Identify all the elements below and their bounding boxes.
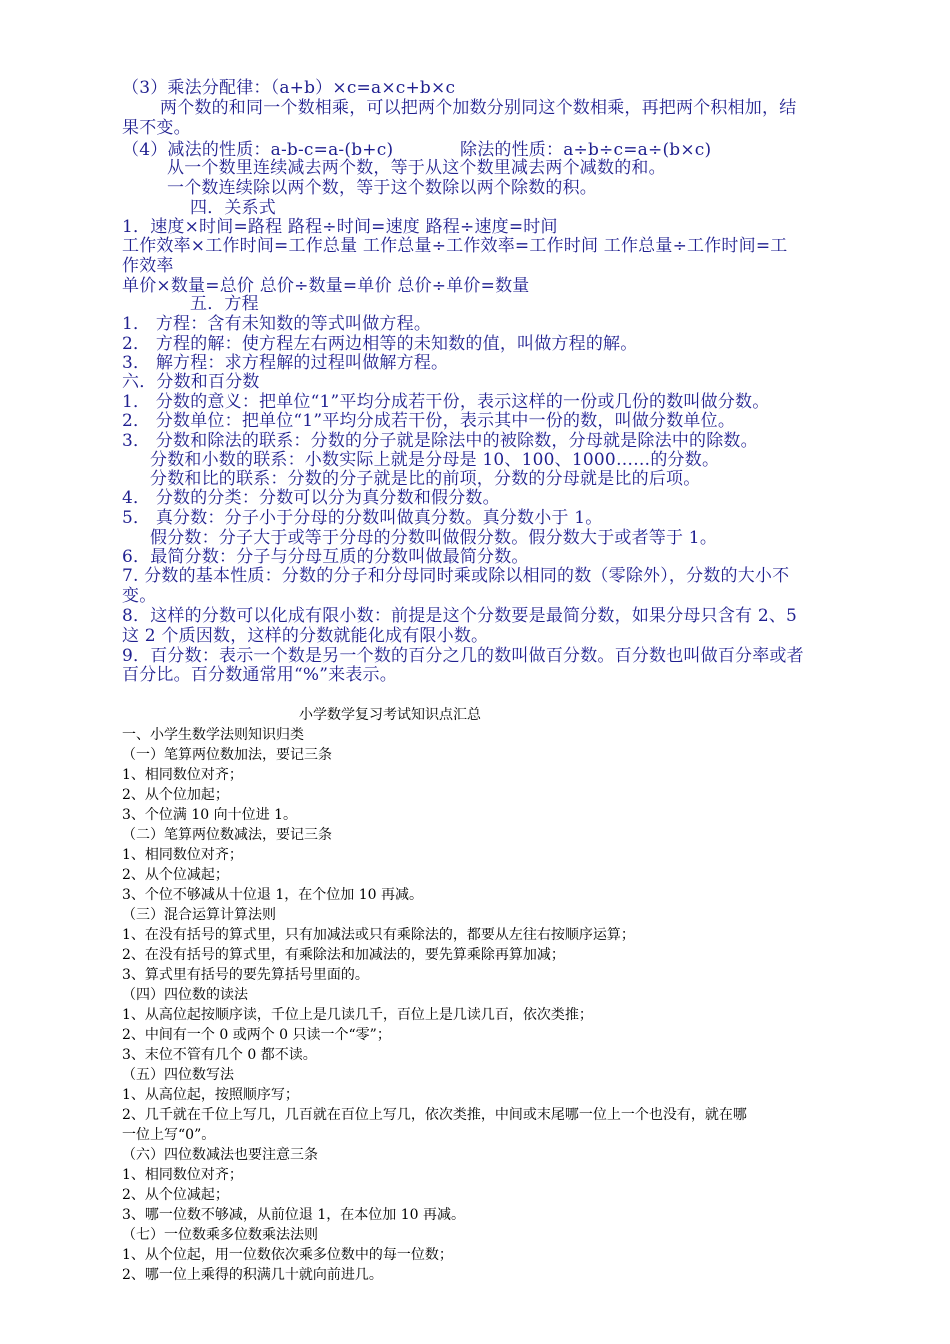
text-line: （四）四位数的读法	[122, 987, 248, 1003]
text-line: 1、从个位起，用一位数依次乘多位数中的每一位数；	[122, 1247, 453, 1263]
text-line: 百分比。百分数通常用“%”来表示。	[122, 665, 397, 685]
text-line: 2． 分数单位：把单位“1”平均分成若干份，表示其中一份的数，叫做分数单位。	[122, 411, 736, 431]
text-line: 3、个位不够减从十位退 1，在个位加 10 再减。	[122, 887, 423, 903]
text-line: 1、相同数位对齐；	[122, 847, 243, 863]
text-line: （三）混合运算计算法则	[122, 907, 276, 923]
text-line: 2、中间有一个 0 或两个 0 只读一个“零”；	[122, 1027, 391, 1043]
text-line: 分数和比的联系：分数的分子就是比的前项，分数的分母就是比的后项。	[150, 469, 701, 489]
text-line: 一个数连续除以两个数，等于这个数除以两个除数的积。	[167, 178, 597, 198]
text-line: 2、从个位减起；	[122, 867, 229, 883]
text-line: 1、从高位起按顺序读，千位上是几读几千，百位上是几读几百，依次类推；	[122, 1007, 593, 1023]
text-line: 1、相同数位对齐；	[122, 1167, 243, 1183]
text-line: 这 2 个质因数，这样的分数就能化成有限小数。	[122, 626, 489, 646]
text-line: 1．速度×时间=路程 路程÷时间=速度 路程÷速度=时间	[122, 217, 558, 237]
text-line: 2、从个位减起；	[122, 1187, 229, 1203]
text-line: （六）四位数减法也要注意三条	[122, 1147, 318, 1163]
text-line: 3、算式里有括号的要先算括号里面的。	[122, 967, 369, 983]
section-heading: 四．关系式	[190, 198, 276, 218]
text-line: 1、在没有括号的算式里，只有加减法或只有乘除法的，都要从左往右按顺序运算；	[122, 927, 635, 943]
text-line: 一、小学生数学法则知识归类	[122, 727, 304, 743]
text-line: 3、个位满 10 向十位进 1。	[122, 807, 297, 823]
text-line: 作效率	[122, 256, 174, 276]
page-title: 小学数学复习考试知识点汇总	[299, 707, 481, 723]
section-heading: 六．分数和百分数	[122, 372, 260, 392]
text-line: 假分数：分子大于或等于分母的分数叫做假分数。假分数大于或者等于 1。	[150, 528, 718, 548]
text-line: 1、相同数位对齐；	[122, 767, 243, 783]
text-line: 2、几千就在千位上写几，几百就在百位上写几，依次类推，中间或末尾哪一位上一个也没有，就在哪	[122, 1107, 747, 1123]
text-line: 8．这样的分数可以化成有限小数：前提是这个分数要是最简分数，如果分母只含有 2、5	[122, 606, 798, 626]
text-line: 2、哪一位上乘得的积满几十就向前进几。	[122, 1267, 383, 1283]
text-line: 变。	[122, 586, 157, 606]
text-line: 3． 分数和除法的联系：分数的分子就是除法中的被除数，分母就是除法中的除数。	[122, 431, 758, 451]
text-line: （五）四位数写法	[122, 1067, 234, 1083]
text-line: 1． 分数的意义：把单位“1”平均分成若干份，表示这样的一份或几份的数叫做分数。	[122, 392, 770, 412]
text-line: 工作效率×工作时间=工作总量 工作总量÷工作效率=工作时间 工作总量÷工作时间=工	[122, 236, 788, 256]
text-line: 3、末位不管有几个 0 都不读。	[122, 1047, 317, 1063]
text-line: 6．最简分数：分子与分母互质的分数叫做最简分数。	[122, 547, 529, 567]
text-line: 3． 解方程：求方程解的过程叫做解方程。	[122, 353, 449, 373]
text-line: （七）一位数乘多位数乘法法则	[122, 1227, 318, 1243]
text-line: （二）笔算两位数减法，要记三条	[122, 827, 332, 843]
text-line: （一）笔算两位数加法，要记三条	[122, 747, 332, 763]
text-line: 两个数的和同一个数相乘，可以把两个加数分别同这个数相乘，再把两个积相加，结	[160, 98, 797, 118]
text-line: 2、在没有括号的算式里，有乘除法和加减法的，要先算乘除再算加减；	[122, 947, 565, 963]
text-line: 1、从高位起，按照顺序写；	[122, 1087, 299, 1103]
text-line: 2． 方程的解：使方程左右两边相等的未知数的值，叫做方程的解。	[122, 334, 638, 354]
text-line: 1． 方程：含有未知数的等式叫做方程。	[122, 314, 432, 334]
text-line: 7. 分数的基本性质：分数的分子和分母同时乘或除以相同的数（零除外），分数的大小不	[122, 566, 790, 586]
text-line: 4． 分数的分类：分数可以分为真分数和假分数。	[122, 488, 500, 508]
text-line: （3）乘法分配律：（a+b）×c=a×c+b×c	[122, 78, 456, 98]
text-line: 单价×数量=总价 总价÷数量=单价 总价÷单价=数量	[122, 276, 530, 296]
text-line: 9．百分数：表示一个数是另一个数的百分之几的数叫做百分数。百分数也叫做百分率或者	[122, 646, 804, 666]
text-line: 3、哪一位数不够减，从前位退 1，在本位加 10 再减。	[122, 1207, 465, 1223]
text-line: 2、从个位加起；	[122, 787, 229, 803]
text-line: 5． 真分数：分子小于分母的分数叫做真分数。真分数小于 1。	[122, 508, 603, 528]
text-line: （4）减法的性质：a-b-c=a-(b+c)	[122, 140, 394, 160]
text-line: 果不变。	[122, 118, 191, 138]
section-heading: 五．方程	[190, 294, 259, 314]
text-line: 除法的性质：a÷b÷c=a÷(b×c)	[460, 140, 712, 160]
text-line: 一位上写“0”。	[122, 1127, 216, 1143]
text-line: 分数和小数的联系：小数实际上就是分母是 10、100、1000……的分数。	[150, 450, 720, 470]
text-line: 从一个数里连续减去两个数，等于从这个数里减去两个减数的和。	[167, 158, 666, 178]
